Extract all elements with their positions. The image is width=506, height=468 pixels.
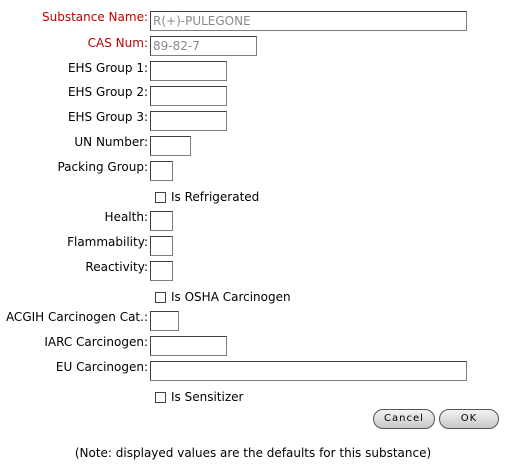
eu-carcinogen-label: EU Carcinogen: — [55, 360, 148, 374]
ok-button[interactable]: OK — [439, 409, 499, 429]
acgih-carcinogen-cat-input[interactable] — [150, 311, 179, 331]
is-sensitizer-checkbox[interactable] — [155, 392, 166, 403]
flammability-input[interactable] — [150, 236, 173, 256]
reactivity-input[interactable] — [150, 261, 173, 281]
health-label: Health: — [104, 210, 148, 224]
is-refrigerated-row[interactable] — [155, 190, 259, 204]
substance-name-input[interactable]: R(+)-PULEGONE — [150, 11, 467, 31]
packing-group-input[interactable] — [150, 161, 173, 181]
is-osha-carcinogen-checkbox[interactable] — [155, 292, 166, 303]
health-input[interactable] — [150, 211, 173, 231]
ehs-group-1-input[interactable] — [150, 61, 227, 81]
is-osha-carcinogen-row[interactable] — [155, 290, 291, 304]
substance-name-label: Substance Name: — [42, 10, 148, 24]
acgih-carcinogen-cat-label: ACGIH Carcinogen Cat.: — [5, 310, 148, 324]
ehs-group-1-label: EHS Group 1: — [67, 61, 148, 75]
un-number-input[interactable] — [150, 136, 191, 156]
eu-carcinogen-input[interactable] — [150, 361, 467, 381]
cas-num-label: CAS Num: — [87, 36, 148, 50]
is-refrigerated-label: Is Refrigerated — [171, 190, 260, 204]
is-refrigerated-checkbox[interactable] — [155, 192, 166, 203]
flammability-label: Flammability: — [67, 235, 148, 249]
packing-group-label: Packing Group: — [57, 160, 148, 174]
reactivity-label: Reactivity: — [85, 260, 148, 274]
un-number-label: UN Number: — [74, 135, 148, 149]
ehs-group-2-input[interactable] — [150, 86, 227, 106]
is-sensitizer-label: Is Sensitizer — [171, 390, 244, 404]
defaults-note: (Note: displayed values are the defaults for this substance) — [74, 446, 432, 460]
iarc-carcinogen-input[interactable] — [150, 336, 227, 356]
is-osha-carcinogen-label: Is OSHA Carcinogen — [171, 290, 291, 304]
ehs-group-3-input[interactable] — [150, 111, 227, 131]
is-sensitizer-row[interactable] — [155, 390, 243, 404]
ehs-group-2-label: EHS Group 2: — [67, 85, 148, 99]
cancel-button[interactable]: Cancel — [373, 409, 435, 429]
cas-num-input[interactable]: 89-82-7 — [150, 36, 257, 56]
iarc-carcinogen-label: IARC Carcinogen: — [44, 335, 148, 349]
ehs-group-3-label: EHS Group 3: — [67, 110, 148, 124]
